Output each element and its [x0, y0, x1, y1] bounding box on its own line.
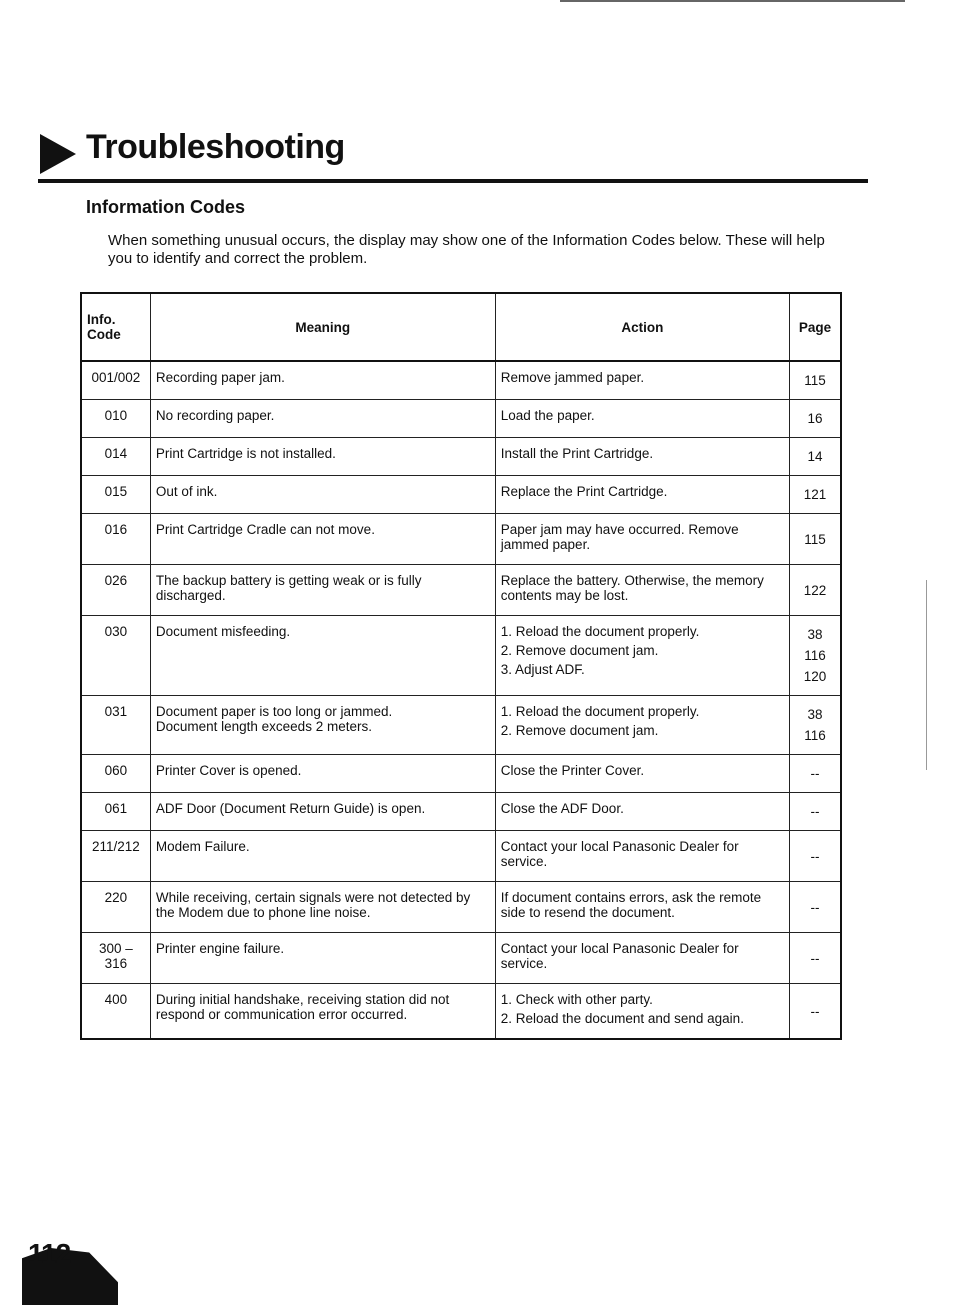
action-cell: [495, 984, 789, 1040]
table-row: [81, 933, 841, 984]
page-ref-cell: [790, 361, 841, 400]
page-ref: 115: [804, 531, 826, 547]
action-step: Replace the Print Cartridge.: [500, 484, 668, 499]
information-codes-table: [80, 292, 842, 1040]
page-ref: 116: [804, 648, 826, 663]
action-cell: [495, 514, 789, 565]
action-step: 1. Reload the document properly.: [500, 624, 700, 639]
page-ref: 121: [803, 487, 827, 502]
page-ref: 122: [803, 582, 827, 598]
info-code-cell: 016: [81, 514, 150, 565]
action-step: 2. Remove document jam.: [500, 643, 659, 658]
arrow-right-icon: [40, 134, 76, 174]
table-row: [81, 361, 841, 400]
action-list: [501, 992, 784, 1026]
page-ref: 115: [804, 373, 826, 388]
page-ref-cell: [790, 793, 841, 831]
table-row: [81, 514, 841, 565]
action-list: [501, 839, 784, 869]
col-header-page: Page: [790, 293, 841, 361]
page-ref-cell: [790, 984, 841, 1040]
action-step: Remove jammed paper.: [500, 370, 645, 385]
action-step: Close the Printer Cover.: [500, 763, 645, 778]
table-row: [81, 696, 841, 755]
meaning-cell: No recording paper.: [150, 400, 495, 438]
action-list: [501, 446, 784, 461]
action-list: [501, 484, 784, 499]
action-step: 2. Reload the document and send again.: [500, 1011, 744, 1026]
action-step: 2. Remove document jam.: [500, 723, 659, 738]
action-cell: [495, 831, 789, 882]
meaning-cell: Document paper is too long or jammed. Document length exceeds 2 meters.: [150, 696, 495, 755]
page-ref: --: [810, 950, 820, 966]
meaning-cell: Print Cartridge Cradle can not move.: [150, 514, 495, 565]
meaning-cell: Out of ink.: [150, 476, 495, 514]
meaning-cell: Printer engine failure.: [150, 933, 495, 984]
meaning-cell: ADF Door (Document Return Guide) is open.: [150, 793, 495, 831]
page-ref-cell: [790, 400, 841, 438]
page-title: Troubleshooting: [86, 128, 345, 166]
right-edge-rule: [926, 580, 927, 770]
action-cell: [495, 438, 789, 476]
info-code-cell: 001/002: [81, 361, 150, 400]
action-list: [501, 941, 784, 971]
action-cell: [495, 793, 789, 831]
meaning-cell: Document misfeeding.: [150, 616, 495, 696]
info-code-cell: 014: [81, 438, 150, 476]
page-number: 112: [28, 1238, 71, 1269]
col-header-code: Info. Code: [81, 293, 150, 361]
action-cell: [495, 400, 789, 438]
meaning-cell: Modem Failure.: [150, 831, 495, 882]
title-underline: [38, 179, 868, 183]
action-list: [501, 763, 784, 778]
action-step: Contact your local Panasonic Dealer for service.: [500, 941, 739, 971]
action-cell: [495, 361, 789, 400]
action-cell: [495, 933, 789, 984]
table-row: [81, 616, 841, 696]
page-ref-cell: [790, 696, 841, 755]
table-row: [81, 831, 841, 882]
page-ref: --: [810, 766, 820, 781]
page-ref-cell: [790, 438, 841, 476]
table-body: [81, 361, 841, 1039]
action-cell: [495, 755, 789, 793]
meaning-cell: During initial handshake, receiving station did not respond or communication error occurred.: [150, 984, 495, 1040]
page-ref: 16: [807, 411, 823, 426]
info-code-cell: 010: [81, 400, 150, 438]
page-ref: --: [810, 804, 820, 819]
page-ref-cell: [790, 514, 841, 565]
page-ref-cell: [790, 616, 841, 696]
action-cell: [495, 476, 789, 514]
action-cell: [495, 882, 789, 933]
action-list: [501, 801, 784, 816]
table-row: [81, 755, 841, 793]
action-step: Install the Print Cartridge.: [500, 446, 654, 461]
action-cell: [495, 616, 789, 696]
action-list: [501, 522, 784, 552]
action-step: Load the paper.: [500, 408, 595, 423]
section-heading: Information Codes: [86, 197, 246, 217]
meaning-cell: Printer Cover is opened.: [150, 755, 495, 793]
action-cell: [495, 565, 789, 616]
page-ref-cell: [790, 755, 841, 793]
action-list: [501, 370, 784, 385]
action-list: [501, 408, 784, 423]
action-step: Close the ADF Door.: [500, 801, 624, 816]
page-ref: --: [810, 1003, 820, 1019]
page-ref: 116: [804, 728, 826, 743]
page-ref-cell: [790, 831, 841, 882]
meaning-cell: Recording paper jam.: [150, 361, 495, 400]
table-row: [81, 565, 841, 616]
page-ref: 120: [803, 669, 827, 684]
action-step: Contact your local Panasonic Dealer for service.: [500, 839, 739, 869]
action-cell: [495, 696, 789, 755]
info-code-cell: 060: [81, 755, 150, 793]
info-code-cell: 220: [81, 882, 150, 933]
table-row: [81, 476, 841, 514]
action-step: 1. Reload the document properly.: [500, 704, 700, 719]
page-ref-cell: [790, 933, 841, 984]
action-step: If document contains errors, ask the remote side to resend the document.: [500, 890, 762, 920]
info-code-cell: 031: [81, 696, 150, 755]
intro-paragraph: When something unusual occurs, the display may show one of the Information Codes below. These will help you to identify and correct the problem.: [108, 232, 825, 267]
page-ref-cell: [790, 476, 841, 514]
top-edge-rule: [560, 0, 905, 2]
meaning-cell: While receiving, certain signals were not detected by the Modem due to phone line noise.: [150, 882, 495, 933]
action-step: 3. Adjust ADF.: [500, 662, 585, 677]
page-ref-cell: [790, 882, 841, 933]
info-code-cell: 015: [81, 476, 150, 514]
page-ref-cell: [790, 565, 841, 616]
page-ref: --: [810, 848, 820, 864]
table-row: [81, 882, 841, 933]
table-row: [81, 984, 841, 1040]
table-header-row: [81, 293, 841, 361]
page-ref: 38: [807, 707, 823, 722]
page-ref: --: [810, 899, 820, 915]
action-list: [501, 573, 784, 603]
info-code-cell: 400: [81, 984, 150, 1040]
page-ref: 14: [807, 449, 823, 464]
info-code-cell: 211/212: [81, 831, 150, 882]
action-step: Paper jam may have occurred. Remove jammed paper.: [500, 522, 739, 552]
action-step: 1. Check with other party.: [500, 992, 653, 1007]
table-row: [81, 793, 841, 831]
meaning-cell: The backup battery is getting weak or is fully discharged.: [150, 565, 495, 616]
table-row: [81, 400, 841, 438]
page-ref: 38: [807, 627, 823, 642]
info-code-cell: 300 – 316: [81, 933, 150, 984]
action-list: [501, 890, 784, 920]
info-code-cell: 030: [81, 616, 150, 696]
meaning-cell: Print Cartridge is not installed.: [150, 438, 495, 476]
col-header-action: Action: [495, 293, 789, 361]
action-list: [501, 624, 784, 677]
table-row: [81, 438, 841, 476]
info-code-cell: 061: [81, 793, 150, 831]
col-header-meaning: Meaning: [150, 293, 495, 361]
action-step: Replace the battery. Otherwise, the memory contents may be lost.: [500, 573, 764, 603]
info-code-cell: 026: [81, 565, 150, 616]
action-list: [501, 704, 784, 738]
